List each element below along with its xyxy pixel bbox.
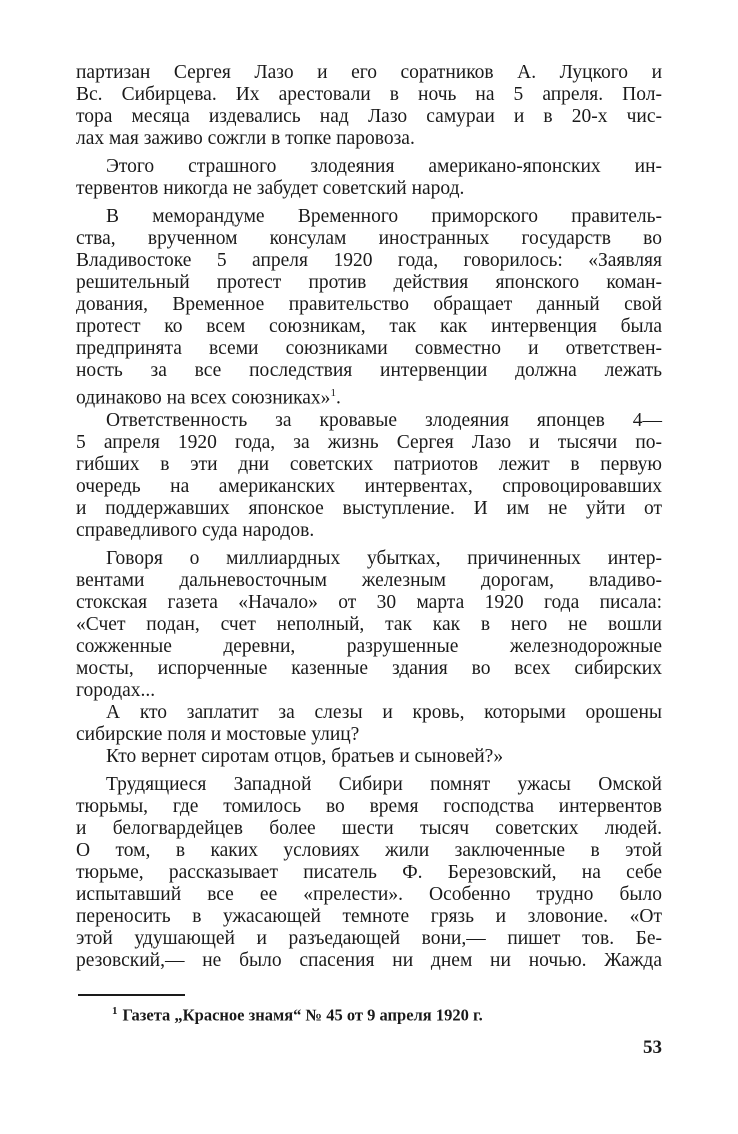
text-line [76, 680, 662, 702]
line-text: Владивостоке 5 апреля 1920 года, говорилось: «Заявляя [76, 250, 662, 271]
footnote-reference: 1 [330, 387, 336, 399]
line-text: сибирские поля и мостовые улиц? [76, 724, 360, 745]
line-text: Вс. Сибирцева. Их арестовали в ночь на 5 апреля. Пол- [76, 84, 662, 105]
line-text: Кто вернет сиротам отцов, братьев и сыновей?» [106, 746, 504, 767]
footnote-marker: 1 [112, 1005, 118, 1017]
line-text: мосты, испорченные казенные здания во всех сибирских [76, 658, 662, 679]
text-line [76, 250, 662, 272]
text-line [76, 360, 662, 382]
paragraph [76, 410, 662, 542]
page-number: 53 [643, 1037, 662, 1058]
text-line [76, 316, 662, 338]
text-line [76, 818, 662, 840]
line-text: гибших в эти дни советских патриотов лежит в первую [76, 454, 662, 475]
line-text: и поддержавших японское выступление. И им не уйти от [76, 498, 662, 519]
line-text: В меморандуме Временного приморского правитель- [106, 206, 662, 227]
line-text: Этого страшного злодеяния американо-японских ин- [106, 156, 662, 177]
text-line [76, 338, 662, 360]
line-text: Ответственность за кровавые злодеяния японцев 4— [106, 410, 662, 431]
text-line [76, 432, 662, 454]
text-line [76, 724, 662, 746]
line-text: тора месяца издевались над Лазо самураи и в 20-х чис- [76, 106, 662, 127]
text-line [76, 410, 662, 432]
text-line [76, 156, 662, 178]
line-text: решительный протест против действия японского коман- [76, 272, 662, 293]
text-line [76, 928, 662, 950]
text-line [76, 228, 662, 250]
line-text: ства, врученном консулам иностранных государств во [76, 228, 662, 249]
text-line [76, 272, 662, 294]
text-line [76, 476, 662, 498]
line-text: и белогвардейцев более шести тысяч советских людей. [76, 818, 662, 839]
line-text: тервентов никогда не забудет советский народ. [76, 178, 465, 199]
text-line [76, 636, 662, 658]
line-text: испытавший все ее «прелести». Особенно трудно было [76, 884, 662, 905]
text-line [76, 128, 662, 150]
paragraph [76, 62, 662, 150]
text-line [76, 658, 662, 680]
line-text: тюрьме, рассказывает писатель Ф. Березовский, на себе [76, 862, 662, 883]
text-line [76, 796, 662, 818]
line-text: тюрьмы, где томилось во время господства интервентов [76, 796, 662, 817]
line-text: «Счет подан, счет неполный, так как в него не вошли [76, 614, 662, 635]
text-line [76, 520, 662, 542]
line-text: одинаково на всех союзниках» [76, 387, 331, 409]
footnote [112, 1005, 483, 1026]
line-text: сожженные деревни, разрушенные железнодорожные [76, 636, 662, 657]
footnote-divider [78, 994, 185, 996]
text-line [76, 774, 662, 796]
text-line [76, 206, 662, 228]
line-text: лах мая заживо сожгли в топке паровоза. [76, 128, 415, 149]
line-text: О том, в каких условиях жили заключенные в этой [76, 840, 662, 861]
text-line [76, 592, 662, 614]
paragraph [76, 548, 662, 702]
text-line [76, 702, 662, 724]
paragraph [76, 702, 662, 746]
line-text: резовский,— не было спасения ни днем ни ночью. Жажда [76, 950, 662, 971]
line-text: Говоря о миллиардных убытках, причиненных интер- [106, 548, 662, 569]
text-line [76, 548, 662, 570]
line-text: А кто заплатит за слезы и кровь, которыми орошены [106, 702, 662, 723]
text-line: одинаково на всех союзниках»$^1$. [76, 387, 341, 409]
text-line [76, 862, 662, 884]
text-line [76, 614, 662, 636]
text-line [76, 950, 662, 972]
line-text: вентами дальневосточным железным дорогам, владиво- [76, 570, 662, 591]
line-text: стокская газета «Начало» от 30 марта 1920 года писала: [76, 592, 662, 613]
paragraph [76, 774, 662, 972]
line-text: 5 апреля 1920 года, за жизнь Сергея Лазо и тысячи по- [76, 432, 662, 453]
page-body [76, 62, 662, 972]
text-line [76, 840, 662, 862]
line-text: ность за все последствия интервенции должна лежать [76, 360, 662, 381]
text-line [76, 294, 662, 316]
line-text: партизан Сергея Лазо и его соратников А. Луцкого и [76, 62, 662, 83]
line-text: справедливого суда народов. [76, 520, 315, 541]
text-line [76, 178, 662, 200]
footnote-text: Газета „Красное знамя“ № 45 от 9 апреля 1920 г. [122, 1005, 483, 1025]
paragraph [76, 206, 662, 409]
line-text: дования, Временное правительство обращает данный свой [76, 294, 662, 315]
text-line [76, 84, 662, 106]
text-line [76, 746, 662, 768]
paragraph [76, 156, 662, 200]
line-text: переносить в ужасающей темноте грязь и зловоние. «От [76, 906, 662, 927]
text-line [76, 498, 662, 520]
text-line [76, 62, 662, 84]
line-text: протест ко всем союзникам, так как интервенция была [76, 316, 662, 337]
text-line [76, 570, 662, 592]
text-line [76, 884, 662, 906]
line-text: предпринята всеми союзниками совместно и ответствен- [76, 338, 662, 359]
text-line [76, 106, 662, 128]
paragraph [76, 746, 662, 768]
line-text: Трудящиеся Западной Сибири помнят ужасы Омской [106, 774, 662, 795]
line-text: этой удушающей и разъедающей вони,— пишет тов. Бе- [76, 928, 662, 949]
text-line [76, 454, 662, 476]
line-text: городах... [76, 680, 156, 701]
text-line [76, 906, 662, 928]
line-text: очередь на американских интервентах, спровоцировавших [76, 476, 662, 497]
